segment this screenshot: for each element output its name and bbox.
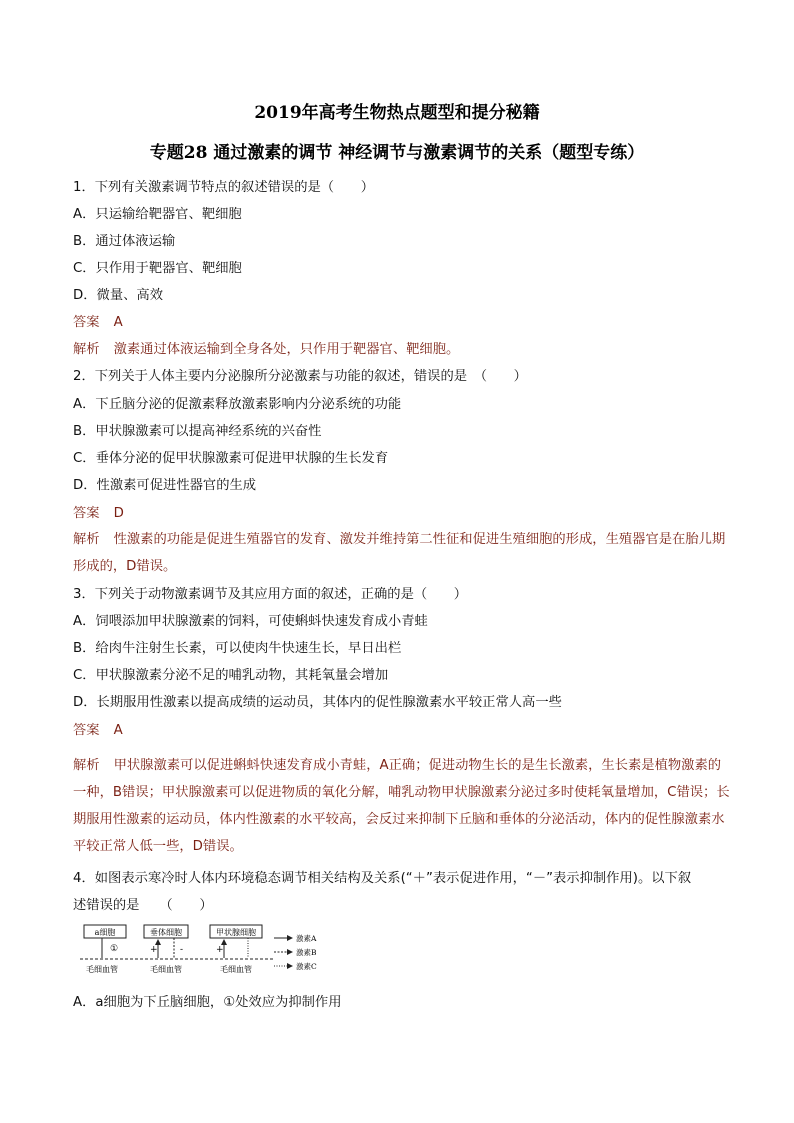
q4-option-a: A．a细胞为下丘脑细胞，①处效应为抑制作用	[73, 995, 342, 1010]
q3-option-c: C．甲状腺激素分泌不足的哺乳动物，其耗氧量会增加	[73, 668, 389, 683]
q3-stem: 3．下列关于动物激素调节及其应用方面的叙述，正确的是（ ）	[73, 587, 468, 602]
q2-stem: 2．下列关于人体主要内分泌腺所分泌激素与功能的叙述，错误的是 （ ）	[73, 369, 527, 384]
q2-option-a: A．下丘脑分泌的促激素释放激素影响内分泌系统的功能	[73, 397, 402, 412]
answer-value: A	[113, 723, 123, 738]
capillary-label: 毛细血管	[86, 965, 118, 974]
q2-answer	[73, 505, 124, 523]
legend-hormone-c: 激素C	[296, 962, 317, 971]
q1-option-c: C．只作用于靶器官、靶细胞	[73, 261, 242, 276]
analysis-label: 解析	[73, 758, 100, 773]
q3-option-d: D．长期服用性激素以提高成绩的运动员，其体内的促性腺激素水平较正常人高一些	[73, 695, 562, 710]
q1-option-d: D．微量、高效	[73, 288, 164, 303]
analysis-text: 激素通过体液运输到全身各处，只作用于靶器官、靶细胞。	[113, 342, 460, 357]
minus-sign: -	[180, 945, 184, 955]
document-subtitle: 专题28 通过激素的调节 神经调节与激素调节的关系（题型专练）	[149, 143, 645, 163]
analysis-text: 性激素的功能是促进生殖器官的发育、激发并维持第二性征和促进生殖细胞的形成，生殖器官是在胎儿期形成的，D错误。	[73, 532, 726, 574]
answer-value: D	[113, 506, 124, 521]
regulation-diagram	[78, 922, 348, 976]
analysis-label: 解析	[73, 342, 100, 357]
answer-value: A	[113, 315, 123, 330]
q3-option-b: B．给肉牛注射生长素，可以使肉牛快速生长，早日出栏	[73, 641, 402, 656]
thyroid-cell-label: 甲状腺细胞	[216, 928, 256, 937]
a-cell-label: a细胞	[94, 928, 116, 937]
marker-1: ①	[109, 944, 119, 954]
pituitary-cell-label: 垂体细胞	[150, 928, 182, 937]
q2-option-b: B．甲状腺激素可以提高神经系统的兴奋性	[73, 424, 322, 439]
q1-answer	[73, 314, 123, 332]
capillary-label: 毛细血管	[220, 965, 252, 974]
q3-answer	[73, 722, 123, 740]
analysis-text: 甲状腺激素可以促进蝌蚪快速发育成小青蛙，A正确；促进动物生长的是生长激素，生长素是植物激素的一种，B错误；甲状腺激素可以促进物质的氧化分解，哺乳动物甲状腺激素分泌过多时使耗氧量增加，C错误；长期服用性激素的运动员，体内性激素的水平较高，会反过来抑制下丘脑和垂体的分泌活动，体内的促性腺激素水平较正常人低一些，D错误。	[73, 758, 730, 854]
answer-label: 答案	[73, 723, 100, 738]
plus-sign: +	[216, 945, 224, 955]
analysis-label: 解析	[73, 532, 100, 547]
q3-analysis	[73, 752, 733, 860]
document-title: 2019年高考生物热点题型和提分秘籍	[254, 103, 540, 123]
q2-analysis	[73, 526, 733, 580]
answer-label: 答案	[73, 315, 100, 330]
q1-analysis	[73, 341, 459, 359]
answer-label: 答案	[73, 506, 100, 521]
q2-option-d: D．性激素可促进性器官的生成	[73, 478, 257, 493]
q1-stem: 1．下列有关激素调节特点的叙述错误的是（ ）	[73, 180, 374, 195]
q1-option-b: B．通过体液运输	[73, 234, 176, 249]
plus-sign: +	[150, 945, 158, 955]
q3-option-a: A．饲喂添加甲状腺激素的饲料，可使蝌蚪快速发育成小青蛙	[73, 614, 428, 629]
q4-stem-line1: 4．如图表示寒冷时人体内环境稳态调节相关结构及关系(“＋”表示促进作用，“－”表示抑制作用)。以下叙	[73, 871, 692, 886]
q2-option-c: C．垂体分泌的促甲状腺激素可促进甲状腺的生长发育	[73, 451, 389, 466]
legend-hormone-a: 激素A	[296, 934, 317, 943]
capillary-label: 毛细血管	[150, 965, 182, 974]
q1-option-a: A．只运输给靶器官、靶细胞	[73, 207, 242, 222]
q4-stem-line2: 述错误的是 （ ）	[73, 898, 213, 913]
legend-hormone-b: 激素B	[296, 948, 317, 957]
